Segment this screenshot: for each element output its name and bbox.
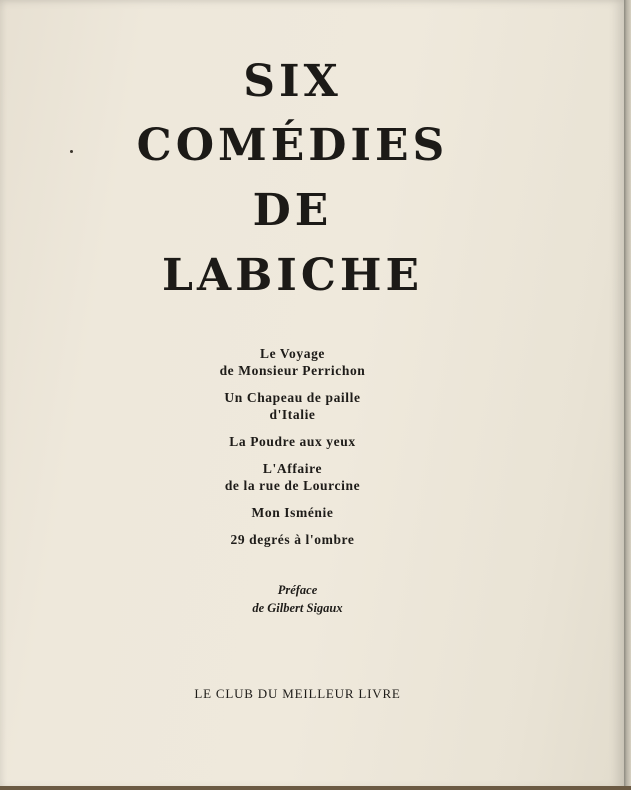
page-edge bbox=[624, 0, 631, 790]
preface-credit bbox=[0, 581, 595, 617]
play-item bbox=[0, 389, 585, 423]
play-item bbox=[0, 504, 585, 521]
title-line-2: COMÉDIES bbox=[136, 120, 449, 171]
play-item bbox=[0, 345, 585, 379]
play-title: Un Chapeau de paille bbox=[224, 390, 361, 405]
book-cover-edge bbox=[0, 786, 631, 790]
play-title: Le Voyage bbox=[259, 346, 326, 361]
title-line-4: LABICHE bbox=[162, 250, 423, 301]
play-list bbox=[0, 345, 585, 558]
play-title: Mon Isménie bbox=[251, 505, 334, 520]
play-title: L'Affaire bbox=[262, 461, 323, 476]
play-item bbox=[0, 460, 585, 494]
title-line-1: SIX bbox=[243, 56, 342, 107]
preface-author: de Gilbert Sigaux bbox=[252, 601, 343, 615]
play-title-continued: de Monsieur Perrichon bbox=[219, 363, 366, 378]
play-item bbox=[0, 531, 585, 548]
publisher-name: LE CLUB DU MEILLEUR LIVRE bbox=[194, 686, 401, 701]
play-title: 29 degrés à l'ombre bbox=[230, 532, 355, 547]
play-title-continued: de la rue de Lourcine bbox=[224, 478, 361, 493]
play-title-continued: d'Italie bbox=[269, 407, 316, 422]
play-title: La Poudre aux yeux bbox=[229, 434, 356, 449]
preface-label: Préface bbox=[277, 583, 318, 597]
title-line-3: DE bbox=[252, 185, 333, 236]
play-item bbox=[0, 433, 585, 450]
